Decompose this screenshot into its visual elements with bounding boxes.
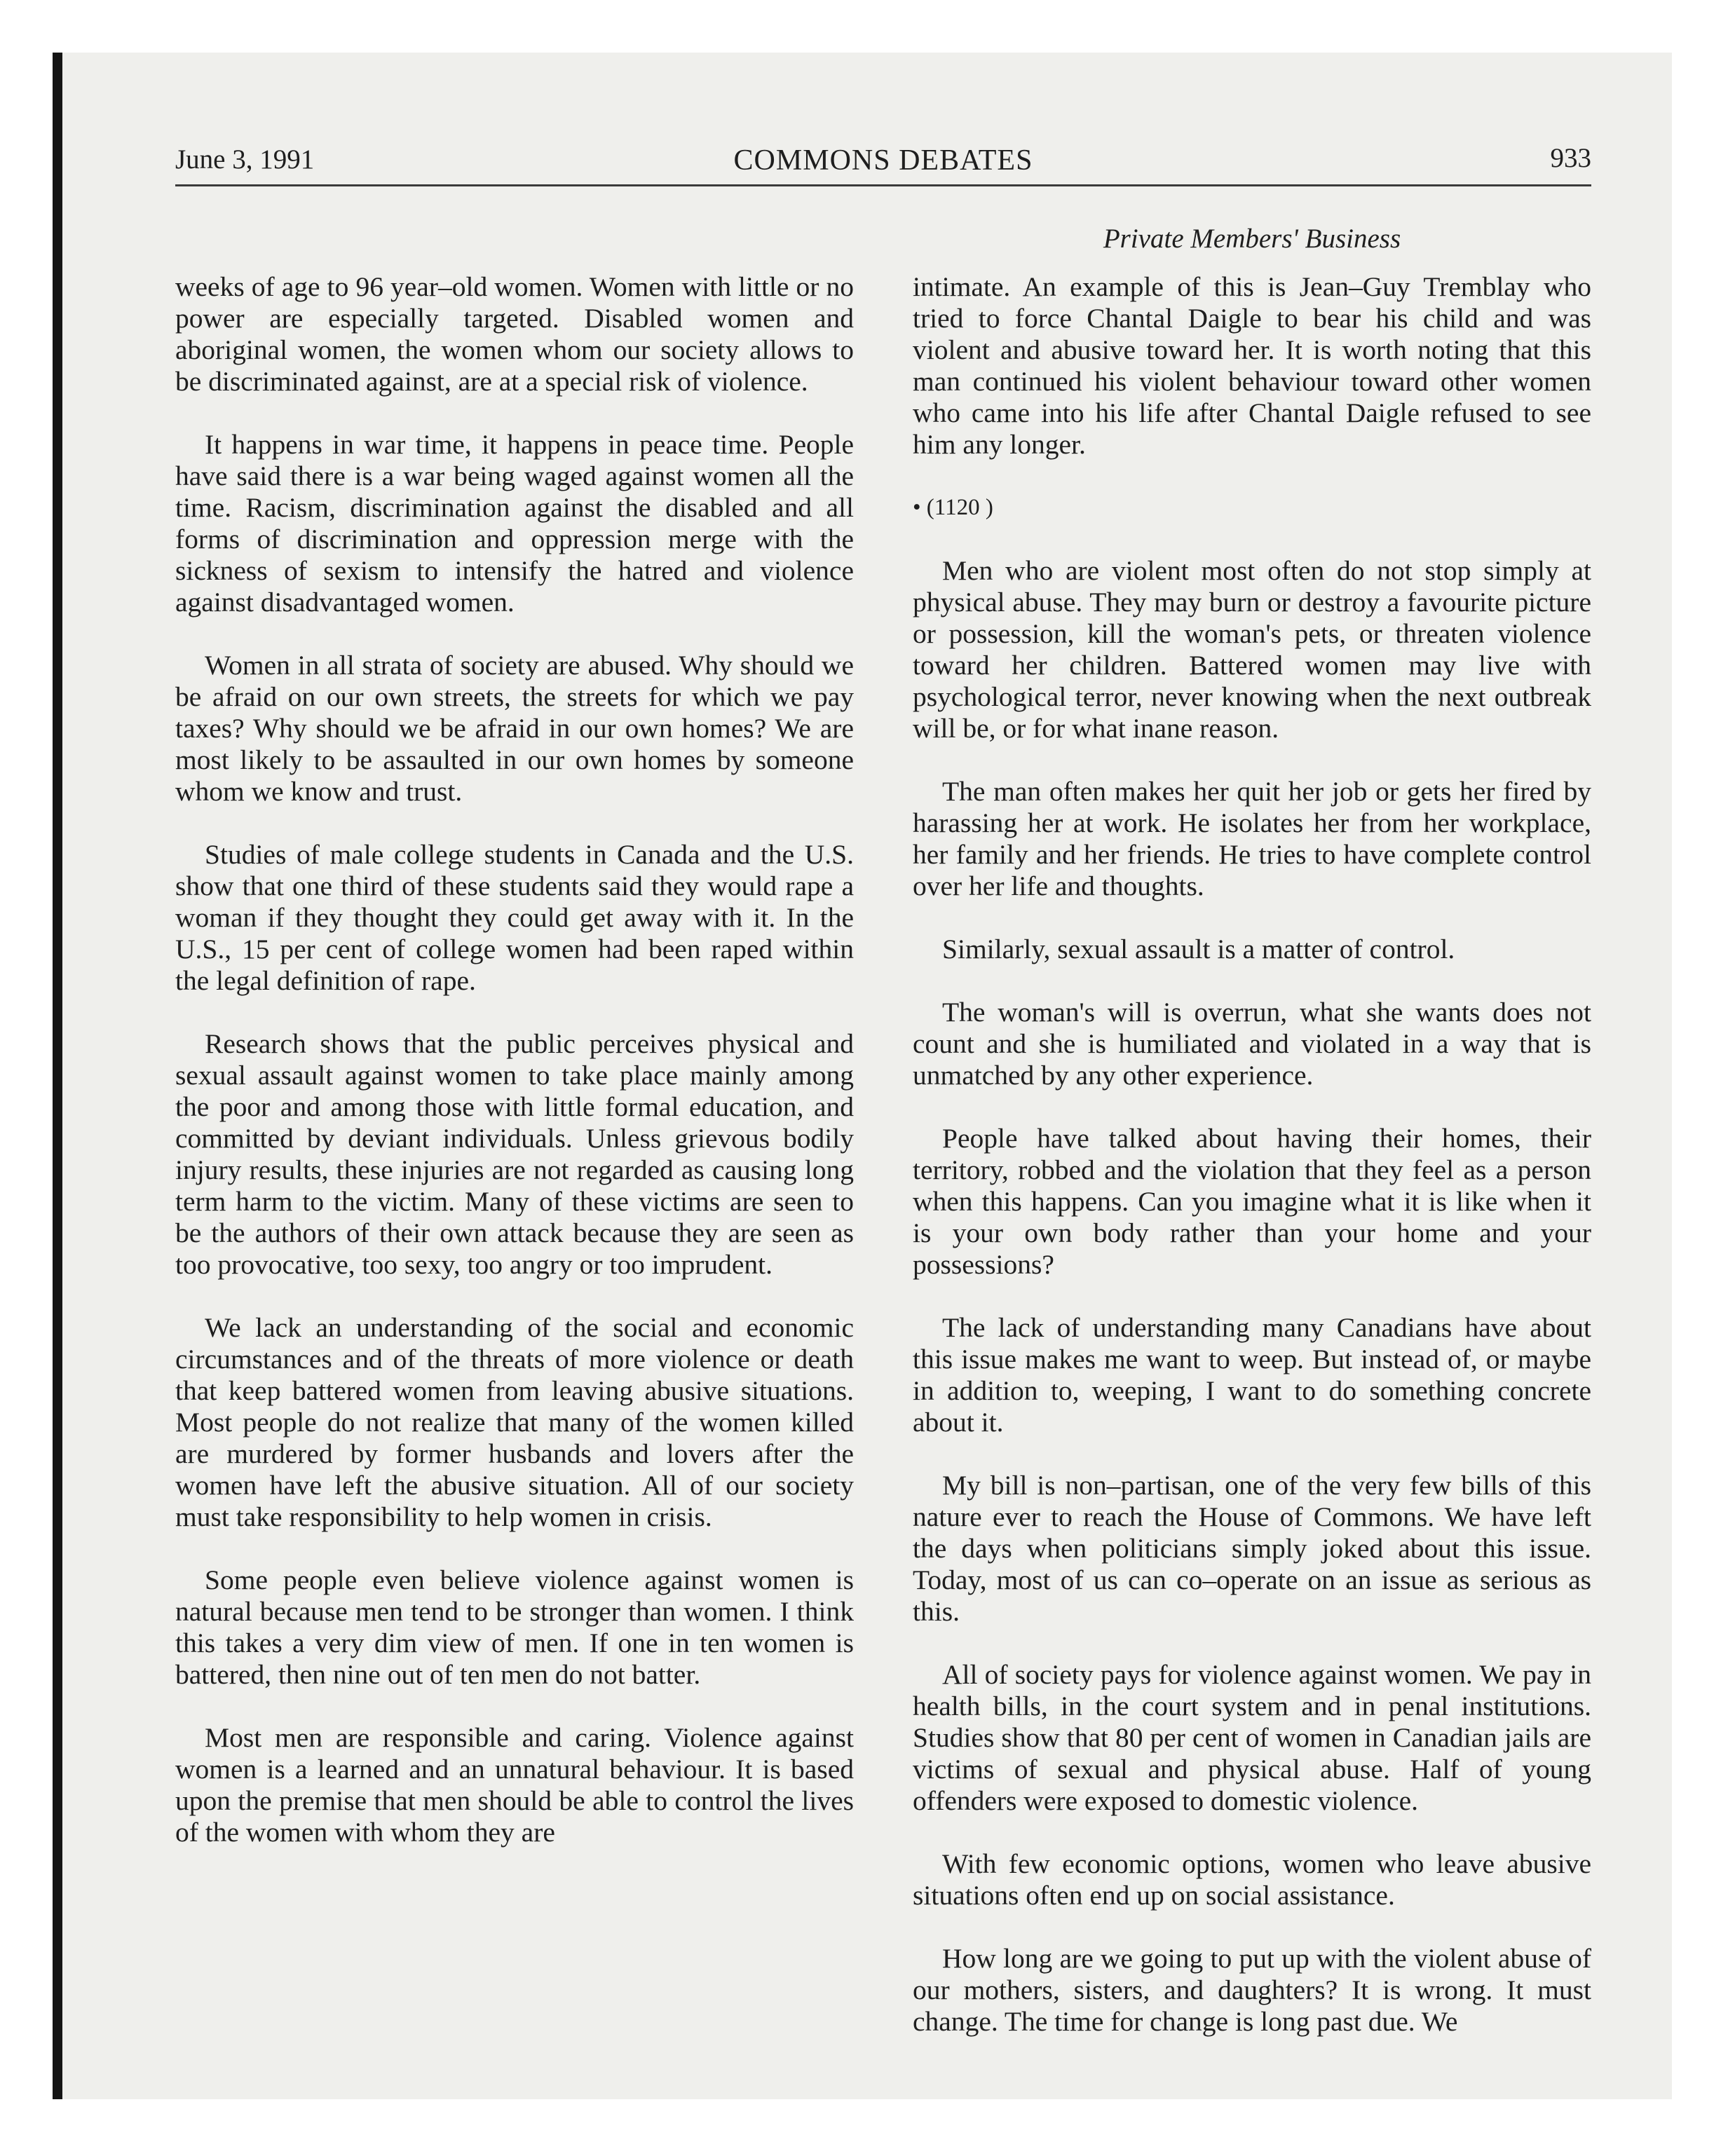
paragraph: The woman's will is overrun, what she wants does not count and she is humiliated and violated in a way that is unmatched by any other experience. <box>913 997 1591 1091</box>
paragraph: Research shows that the public perceives physical and sexual assault against women to take place mainly among the poor and among those with little formal education, and committed by deviant individuals. Unless grievous bodily injury results, these injuries are not regarded as causing long term harm to the victim. Many of these victims are seen to be the authors of their own attack because they are seen as too provocative, too sexy, too angry or too imprudent. <box>175 1028 854 1280</box>
left-column <box>175 271 854 1880</box>
paragraph: Some people even believe violence against women is natural because men tend to be stronger than women. I think this takes a very dim view of men. If one in ten women is battered, then nine out of ten men do not batter. <box>175 1564 854 1690</box>
paragraph: Studies of male college students in Canada and the U.S. show that one third of these students said they would rape a woman if they thought they could get away with it. In the U.S., 15 per cent of college women had been raped within the legal definition of rape. <box>175 839 854 996</box>
paragraph: How long are we going to put up with the violent abuse of our mothers, sisters, and daughters? It is wrong. It must change. The time for change is long past due. We <box>913 1943 1591 2037</box>
paragraph: Men who are violent most often do not stop simply at physical abuse. They may burn or destroy a favourite picture or possession, kill the woman's pets, or threaten violence toward her children. Battered women may live with psychological terror, never knowing when the next outbreak will be, or for what inane reason. <box>913 555 1591 744</box>
header-title: COMMONS DEBATES <box>733 144 1033 177</box>
time-marker: • (1120 ) <box>913 495 993 520</box>
header-date: June 3, 1991 <box>175 144 315 175</box>
paragraph: Women in all strata of society are abused. Why should we be afraid on our own streets, the streets for which we pay taxes? Why should we be afraid in our own homes? We are most likely to be assaulted in our own homes by someone whom we know and trust. <box>175 650 854 807</box>
paragraph: Similarly, sexual assault is a matter of control. <box>942 934 1455 964</box>
header-page-number: 933 <box>1550 143 1591 173</box>
right-column <box>913 271 1591 2069</box>
scan-edge-bar <box>53 53 62 2099</box>
paragraph: People have talked about having their homes, their territory, robbed and the violation that they feel as a person when this happens. Can you imagine what it is like when it is your own body rather than your home and your possessions? <box>913 1123 1591 1280</box>
paragraph: With few economic options, women who leave abusive situations often end up on social assistance. <box>913 1848 1591 1911</box>
document-page <box>175 0 1591 2156</box>
page-header <box>175 142 1591 186</box>
paragraph: The lack of understanding many Canadians have about this issue makes me want to weep. But instead of, or maybe in addition to, weeping, I want to do something concrete about it. <box>913 1312 1591 1438</box>
paragraph: All of society pays for violence against women. We pay in health bills, in the court system and in penal institutions. Studies show that 80 per cent of women in Canadian jails are victims of sexual and physical abuse. Half of young offenders were exposed to domestic violence. <box>913 1659 1591 1816</box>
paragraph: weeks of age to 96 year–old women. Women with little or no power are especially targeted. Disabled women and aboriginal women, the women whom our society allows to be discriminated against, are at a special risk of violence. <box>175 271 854 397</box>
paragraph: It happens in war time, it happens in peace time. People have said there is a war being waged against women all the time. Racism, discrimination against the disabled and all forms of discrimination and oppression merge with the sickness of sexism to intensify the hatred and violence against disadvantaged women. <box>175 429 854 618</box>
paragraph: We lack an understanding of the social and economic circumstances and of the threats of more violence or death that keep battered women from leaving abusive situations. Most people do not realize that many of the women killed are murdered by former husbands and lovers after the women have left the abusive situation. All of our society must take responsibility to help women in crisis. <box>175 1312 854 1532</box>
paragraph: Most men are responsible and caring. Violence against women is a learned and an unnatural behaviour. It is based upon the premise that men should be able to control the lives of the women with whom they are <box>175 1722 854 1848</box>
section-heading: Private Members' Business <box>1103 224 1401 254</box>
paragraph: intimate. An example of this is Jean–Guy Tremblay who tried to force Chantal Daigle to bear his child and was violent and abusive toward her. It is worth noting that this man continued his violent behaviour toward other women who came into his life after Chantal Daigle refused to see him any longer. <box>913 271 1591 460</box>
paragraph: My bill is non–partisan, one of the very few bills of this nature ever to reach the House of Commons. We have left the days when politicians simply joked about this issue. Today, most of us can co–operate on an issue as serious as this. <box>913 1470 1591 1627</box>
paragraph: The man often makes her quit her job or gets her fired by harassing her at work. He isolates her from her workplace, her family and her friends. He tries to have complete control over her life and thoughts. <box>913 776 1591 901</box>
